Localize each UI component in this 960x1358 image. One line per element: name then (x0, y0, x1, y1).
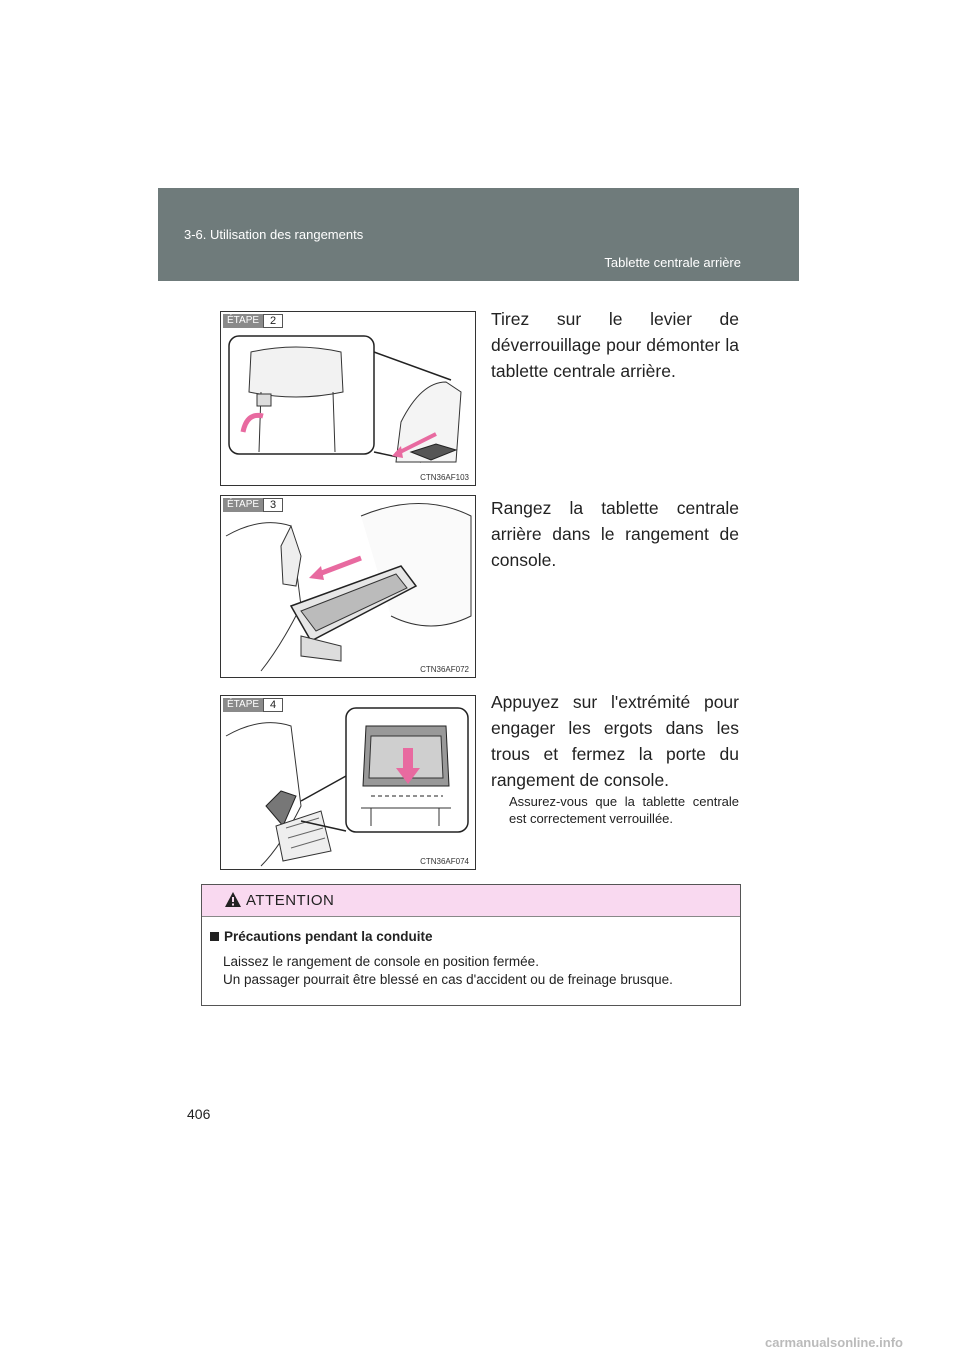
attention-subtitle-row (210, 929, 433, 944)
step-4-illustration (220, 695, 476, 870)
watermark: carmanualsonline.info (765, 1335, 903, 1350)
section-label: 3-6. Utilisation des rangements (184, 227, 364, 242)
step-2-illustration (220, 311, 476, 486)
step-label: ÉTAPE (223, 498, 263, 512)
step-number: 3 (263, 498, 283, 512)
attention-title: ATTENTION (246, 892, 335, 909)
attention-box (201, 884, 741, 1006)
step-number: 2 (263, 314, 283, 328)
step-label: ÉTAPE (223, 698, 263, 712)
attention-line-2: Un passager pourrait être blessé en cas d'accident ou de freinage brusque. (223, 972, 673, 987)
figure-code: CTN36AF103 (420, 473, 469, 482)
attention-header (202, 885, 740, 917)
storing-tray-illustration (221, 496, 477, 679)
step-number: 4 (263, 698, 283, 712)
page-number: 406 (187, 1106, 211, 1122)
step-4-text: Appuyez sur l'extrémité pour engager les ergots dans les trous et fermez la porte du rangement de console. (491, 692, 739, 790)
step-badge (223, 698, 283, 712)
attention-line-1: Laissez le rangement de console en position fermée. (223, 954, 539, 969)
attention-body (223, 953, 673, 989)
attention-subtitle: Précautions pendant la conduite (224, 929, 433, 944)
step-3-text: Rangez la tablette centrale arrière dans le rangement de console. (491, 498, 739, 570)
figure-code: CTN36AF072 (420, 665, 469, 674)
figure-code: CTN36AF074 (420, 857, 469, 866)
bullet-square-icon (210, 932, 219, 941)
step-3-illustration (220, 495, 476, 678)
step-note: Assurez-vous que la tablette centrale est correctement verrouillée. (509, 794, 739, 826)
warning-triangle-icon (224, 891, 242, 908)
section-header (158, 188, 799, 281)
step-badge (223, 498, 283, 512)
step-2-text: Tirez sur le levier de déverrouillage pour démonter la tablette centrale arrière. (491, 309, 739, 381)
step-badge (223, 314, 283, 328)
page-subtitle: Tablette centrale arrière (604, 255, 741, 270)
step-label: ÉTAPE (223, 314, 263, 328)
close-console-illustration (221, 696, 477, 871)
release-lever-illustration (221, 312, 477, 487)
